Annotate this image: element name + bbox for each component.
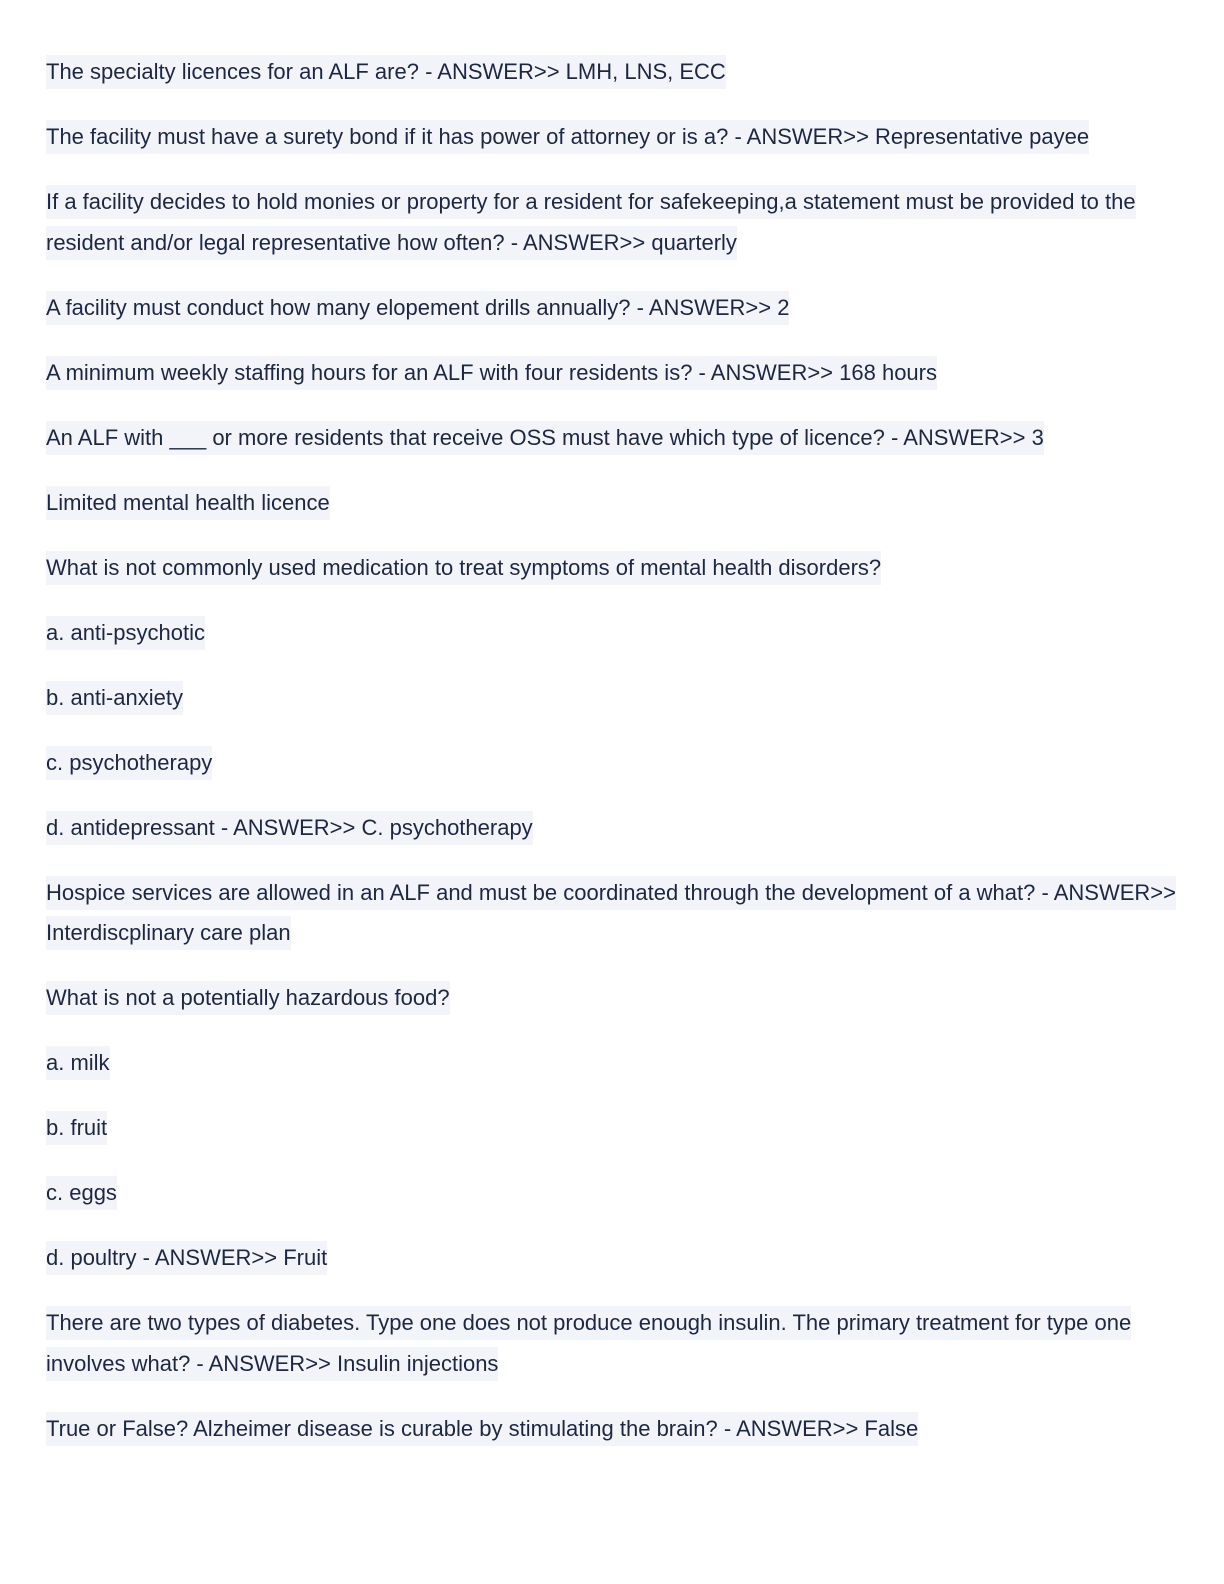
paragraph [46, 288, 1181, 329]
paragraph-text: A facility must conduct how many elopement drills annually? - ANSWER>> 2 [46, 291, 789, 325]
paragraph-text: True or False? Alzheimer disease is curable by stimulating the brain? - ANSWER>> False [46, 1412, 918, 1446]
paragraph [46, 1238, 1181, 1279]
paragraph-text: The facility must have a surety bond if it has power of attorney or is a? - ANSWER>> Representative payee [46, 120, 1089, 154]
paragraph [46, 978, 1181, 1019]
paragraph-text: b. anti-anxiety [46, 681, 183, 715]
paragraph [46, 1173, 1181, 1214]
document-body [46, 52, 1181, 1474]
paragraph-text: a. anti-psychotic [46, 616, 205, 650]
paragraph [46, 182, 1181, 263]
paragraph [46, 678, 1181, 719]
paragraph [46, 613, 1181, 654]
paragraph-text: d. poultry - ANSWER>> Fruit [46, 1241, 327, 1275]
paragraph [46, 117, 1181, 158]
paragraph [46, 808, 1181, 849]
paragraph-text: What is not a potentially hazardous food? [46, 981, 450, 1015]
paragraph-text: A minimum weekly staffing hours for an ALF with four residents is? - ANSWER>> 168 hours [46, 356, 937, 390]
paragraph-text: b. fruit [46, 1111, 107, 1145]
paragraph [46, 873, 1181, 954]
paragraph [46, 743, 1181, 784]
paragraph-text: The specialty licences for an ALF are? - ANSWER>> LMH, LNS, ECC [46, 55, 726, 89]
paragraph [46, 548, 1181, 589]
paragraph-text: c. eggs [46, 1176, 117, 1210]
paragraph-text: c. psychotherapy [46, 746, 212, 780]
paragraph [46, 1303, 1181, 1384]
paragraph [46, 1409, 1181, 1450]
paragraph [46, 52, 1181, 93]
paragraph [46, 1043, 1181, 1084]
paragraph-text: Hospice services are allowed in an ALF and must be coordinated through the development of a what? - ANSWER>> Interdiscplinary care plan [46, 876, 1176, 951]
paragraph [46, 1108, 1181, 1149]
paragraph-text: What is not commonly used medication to treat symptoms of mental health disorders? [46, 551, 881, 585]
paragraph [46, 418, 1181, 459]
paragraph-text: a. milk [46, 1046, 110, 1080]
paragraph-text: There are two types of diabetes. Type one does not produce enough insulin. The primary treatment for type one involves what? - ANSWER>> Insulin injections [46, 1306, 1131, 1381]
paragraph [46, 353, 1181, 394]
paragraph-text: d. antidepressant - ANSWER>> C. psychotherapy [46, 811, 533, 845]
paragraph-text: If a facility decides to hold monies or property for a resident for safekeeping,a statement must be provided to the resident and/or legal representative how often? - ANSWER>> quarterly [46, 185, 1136, 260]
paragraph-text: An ALF with ___ or more residents that receive OSS must have which type of licence? - ANSWER>> 3 [46, 421, 1044, 455]
paragraph-text: Limited mental health licence [46, 486, 330, 520]
paragraph [46, 483, 1181, 524]
